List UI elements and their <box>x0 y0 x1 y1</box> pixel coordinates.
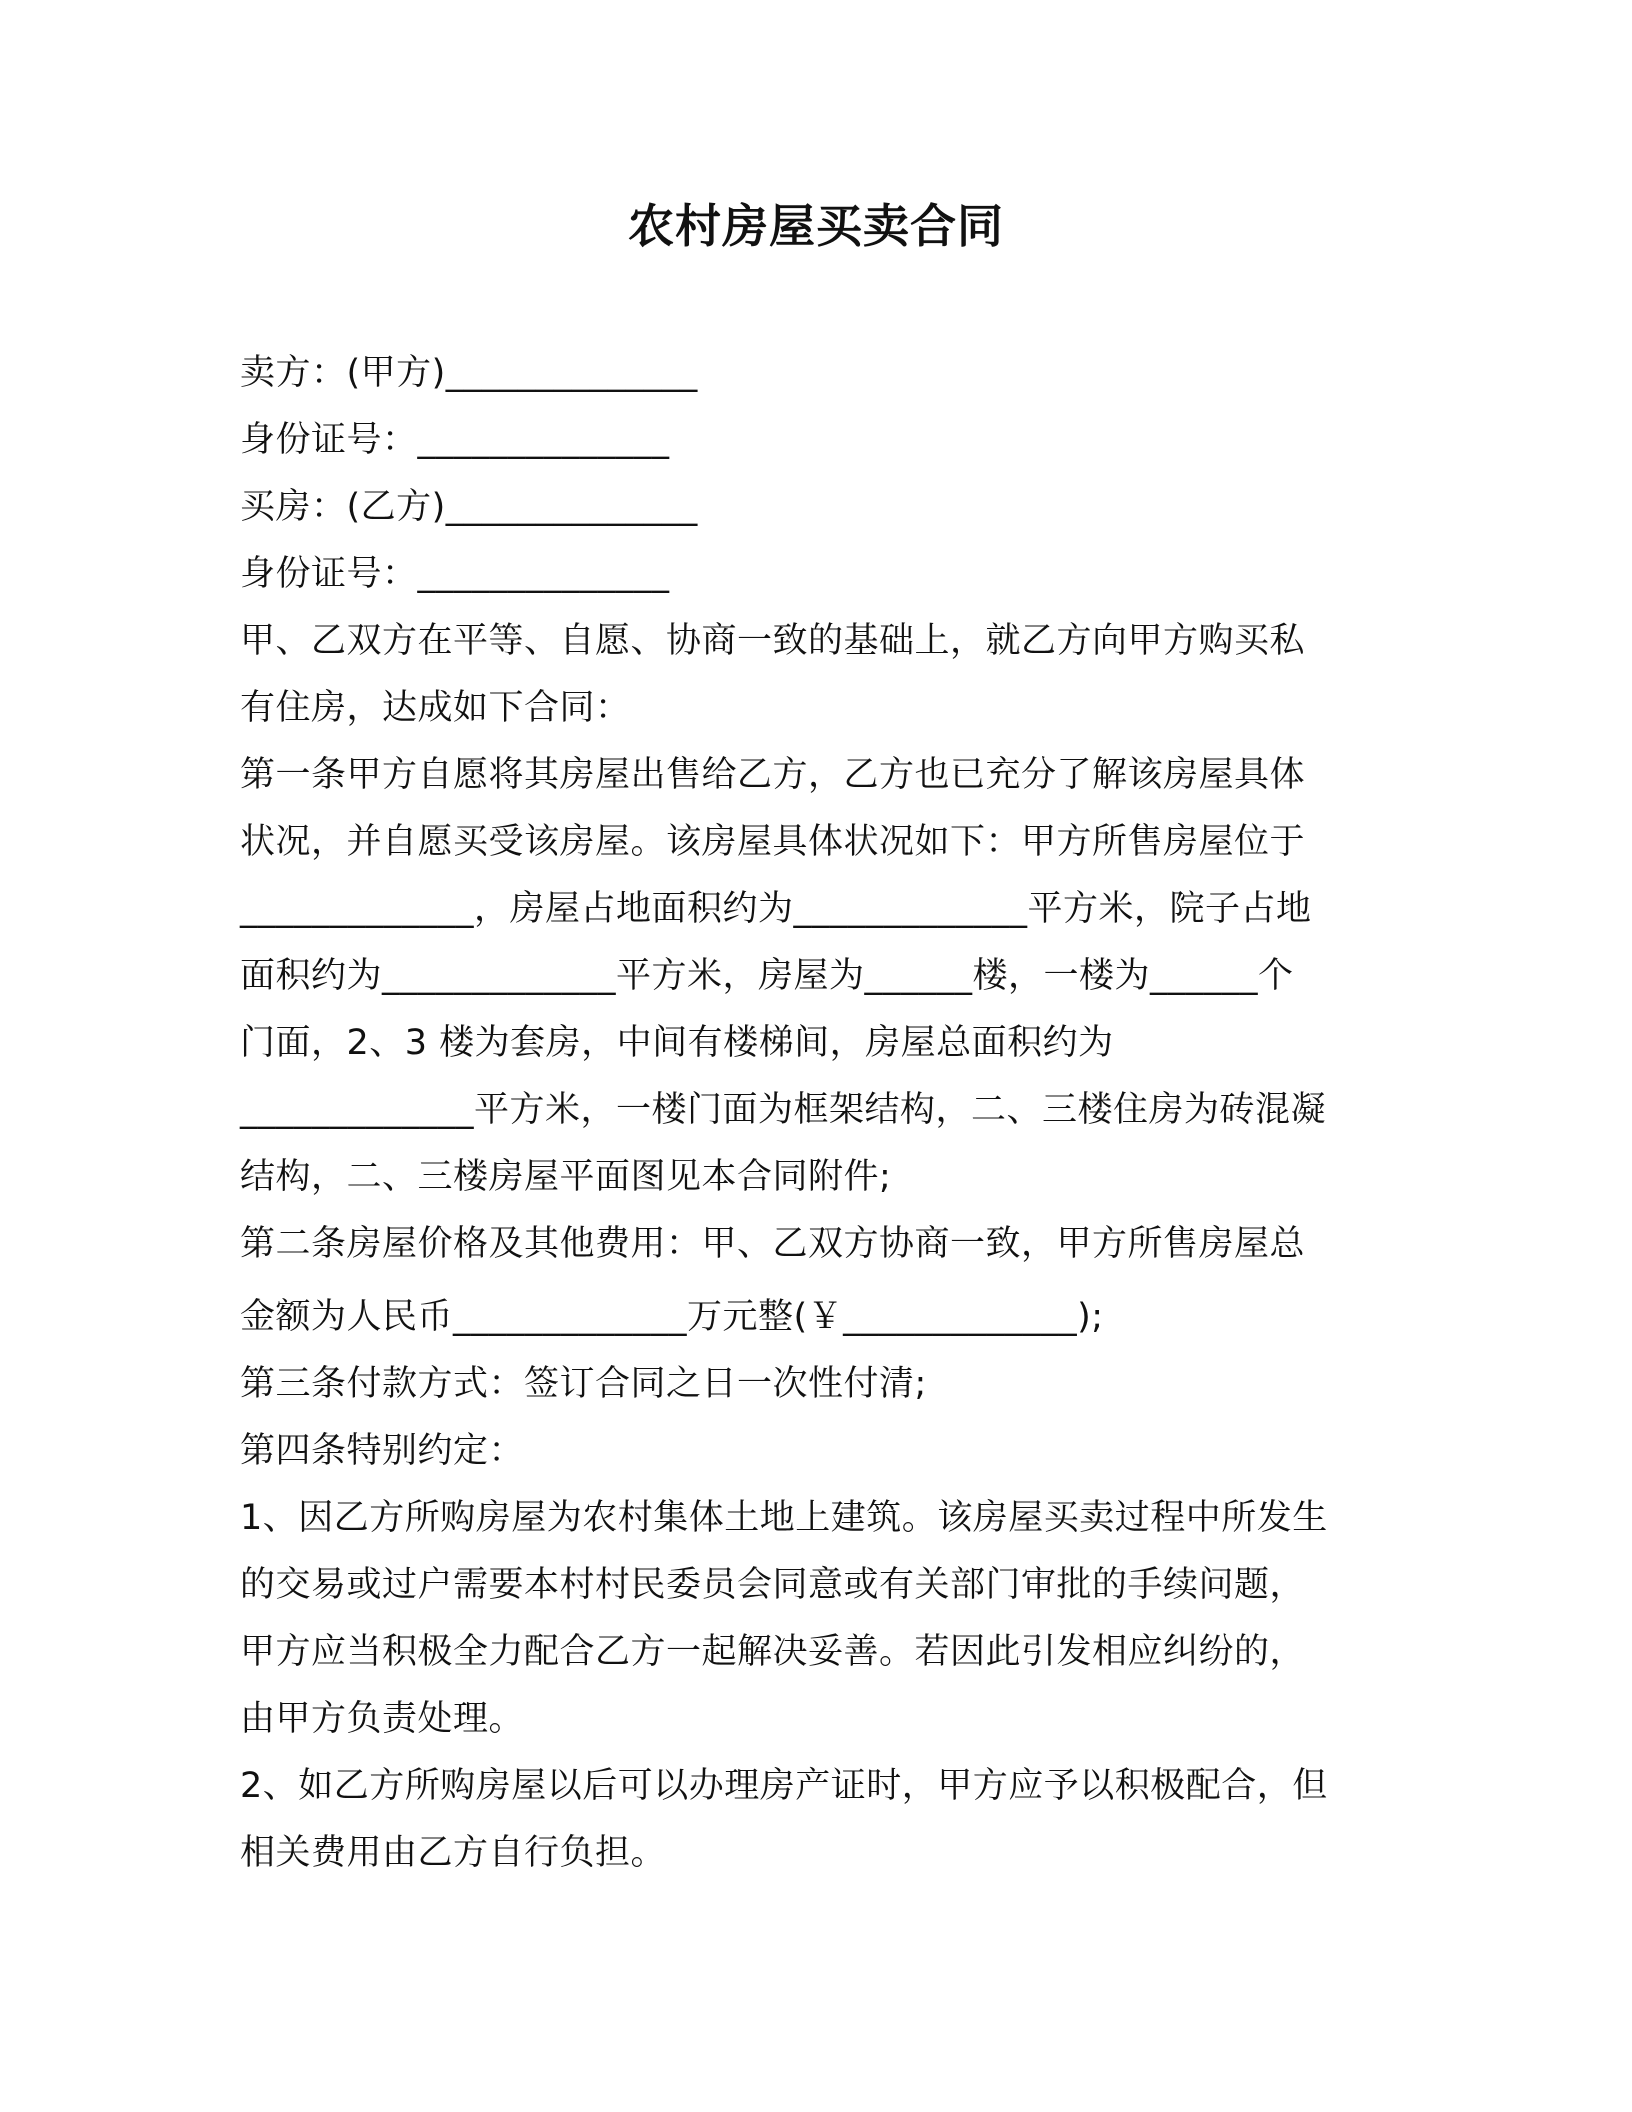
article-1-line: _____________平方米，一楼门面为框架结构，二、三楼住房为砖混凝 <box>240 1090 1327 1130</box>
document-title: 农村房屋买卖合同 <box>628 199 1004 253</box>
article-1-line: 状况，并自愿买受该房屋。该房屋具体状况如下：甲方所售房屋位于 <box>240 822 1306 862</box>
article-2-line: 金额为人民币_____________万元整(￥_____________); <box>240 1297 1104 1337</box>
article-4-heading: 第四条特别约定： <box>240 1431 525 1471</box>
article-1-line: 第一条甲方自愿将其房屋出售给乙方，乙方也已充分了解该房屋具体 <box>240 755 1306 795</box>
article-1-line: 结构，二、三楼房屋平面图见本合同附件; <box>240 1157 892 1197</box>
clause-1-line: 甲方应当积极全力配合乙方一起解决妥善。若因此引发相应纠纷的， <box>240 1632 1306 1672</box>
article-1-line: _____________，房屋占地面积约为_____________平方米，院子占地 <box>240 889 1312 929</box>
clause-1-line: 的交易或过户需要本村村民委员会同意或有关部门审批的手续问题， <box>240 1565 1306 1605</box>
document-body <box>240 340 1400 1887</box>
clause-2-line: 2、如乙方所购房屋以后可以办理房产证时，甲方应予以积极配合，但 <box>240 1766 1328 1806</box>
clause-2-line: 相关费用由乙方自行负担。 <box>240 1833 667 1873</box>
preamble-line: 有住房，达成如下合同： <box>240 688 631 728</box>
buyer-line: 买房：(乙方)______________ <box>240 487 698 527</box>
clause-1-line: 1、因乙方所购房屋为农村集体土地上建筑。该房屋买卖过程中所发生 <box>240 1498 1328 1538</box>
article-2-line: 第二条房屋价格及其他费用：甲、乙双方协商一致，甲方所售房屋总 <box>240 1224 1306 1264</box>
article-3-line: 第三条付款方式：签订合同之日一次性付清; <box>240 1364 927 1404</box>
article-1-line: 门面，2、3 楼为套房，中间有楼梯间，房屋总面积约为 <box>240 1023 1114 1063</box>
article-1-line: 面积约为_____________平方米，房屋为______楼，一楼为______个 <box>240 956 1294 996</box>
buyer-id-line: 身份证号：______________ <box>240 554 670 594</box>
clause-1-line: 由甲方负责处理。 <box>240 1699 525 1739</box>
seller-line: 卖方：(甲方)______________ <box>240 353 698 393</box>
preamble-line: 甲、乙双方在平等、自愿、协商一致的基础上，就乙方向甲方购买私 <box>240 621 1306 661</box>
seller-id-line: 身份证号：______________ <box>240 420 670 460</box>
